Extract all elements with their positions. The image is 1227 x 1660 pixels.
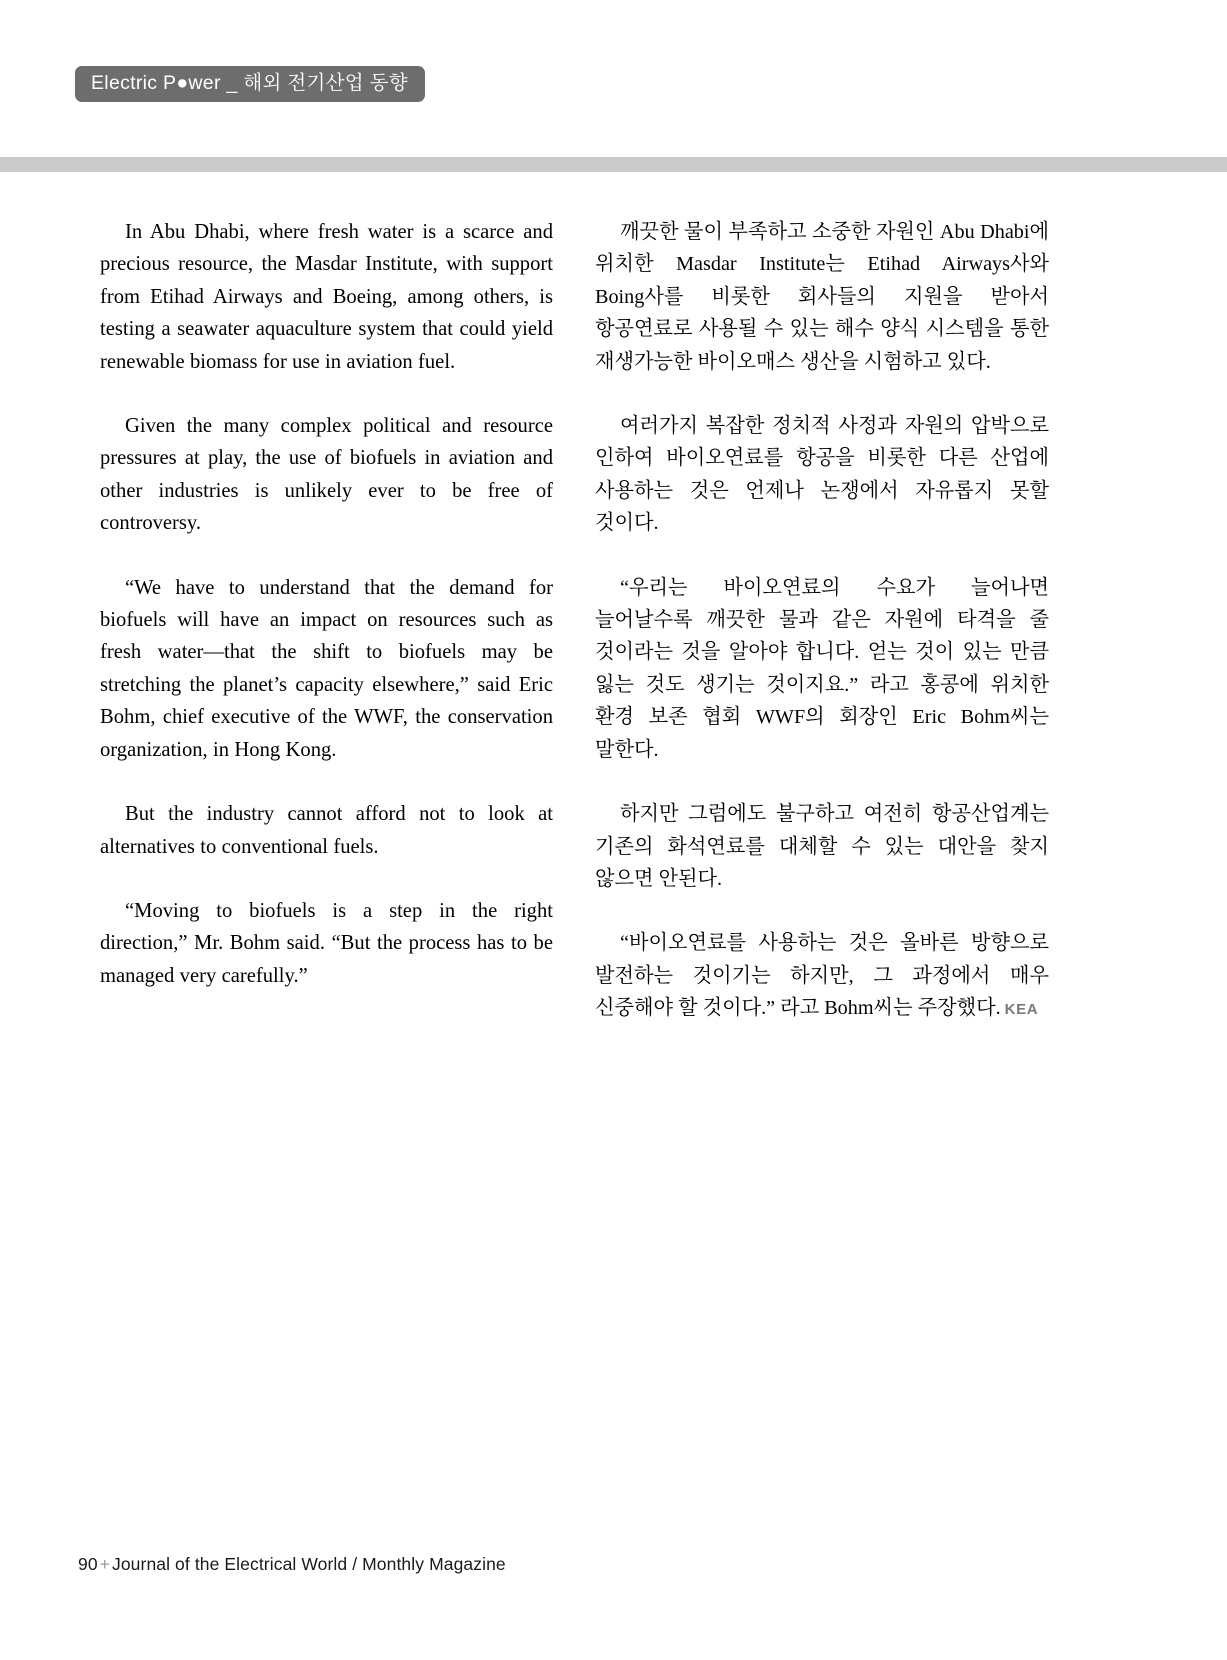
korean-column <box>568 172 1227 1027</box>
kea-end-mark: KEA <box>1004 1001 1039 1019</box>
korean-paragraph-text: “바이오연료를 사용하는 것은 올바른 방향으로 발전하는 것이기는 하지만, 그 과정에서 매우 신중해야 할 것이다.” 라고 Bohm씨는 주장했다. <box>595 932 1049 1020</box>
publication-title: Journal of the Electrical World / Monthly Magazine <box>112 1554 506 1574</box>
korean-paragraph-final <box>595 927 1049 1026</box>
english-paragraph: “We have to understand that the demand for biofuels will have an impact on resources such as fresh water—that the shift to biofuels may be stretching the planet’s capacity elsewhere,” said Eric Bohm, chief executive of the WWF, the conservation organization, in Hong Kong. <box>100 576 553 761</box>
section-badge <box>75 66 425 102</box>
page-header <box>0 0 1227 172</box>
korean-paragraph: 하지만 그럼에도 불구하고 여전히 항공산업계는 기존의 화석연료를 대체할 수 있는 대안을 찾지 않으면 안된다. <box>595 803 1049 890</box>
english-column <box>0 172 568 992</box>
english-paragraph: Given the many complex political and resource pressures at play, the use of biofuels in aviation and other industries is unlikely ever to be free of controversy. <box>100 415 553 535</box>
footer-caption <box>78 1552 506 1576</box>
korean-paragraph: 깨끗한 물이 부족하고 소중한 자원인 Abu Dhabi에 위치한 Masdar Institute는 Etihad Airways사와 Boing사를 비롯한 회사들의 지원을 받아서 항공연료로 사용될 수 있는 해수 양식 시스템을 통한 재생가능한 바이오매스 생산을 시험하고 있다. <box>595 221 1049 373</box>
page-footer <box>0 1552 1227 1592</box>
korean-paragraph: “우리는 바이오연료의 수요가 늘어나면 늘어날수록 깨끗한 물과 같은 자원에 타격을 줄 것이라는 것을 알아야 합니다. 얻는 것이 있는 만큼 잃는 것도 생기는 것이지요.” 라고 홍콩에 위치한 환경 보존 협회 WWF의 회장인 Eric Bohm씨는 말한다. <box>595 576 1049 761</box>
english-paragraph: But the industry cannot afford not to look at alternatives to conventional fuels. <box>100 803 553 858</box>
english-paragraph: In Abu Dhabi, where fresh water is a scarce and precious resource, the Masdar Institute, with support from Etihad Airways and Boeing, among others, is testing a seawater aquaculture system that could yield renewable biomass for use in aviation fuel. <box>100 221 553 373</box>
english-paragraph: “Moving to biofuels is a step in the right direction,” Mr. Bohm said. “But the process has to be managed very carefully.” <box>100 899 553 987</box>
header-divider-bar <box>0 157 1227 172</box>
two-column-layout <box>0 172 1227 1027</box>
page-number: 90 <box>78 1554 98 1574</box>
section-badge-label: Electric P●wer _ 해외 전기산업 동향 <box>91 72 408 95</box>
korean-paragraph: 여러가지 복잡한 정치적 사정과 자원의 압박으로 인하여 바이오연료를 항공을 비롯한 다른 산업에 사용하는 것은 언제나 논쟁에서 자유롭지 못할 것이다. <box>595 415 1049 535</box>
footer-separator: + <box>99 1554 110 1574</box>
